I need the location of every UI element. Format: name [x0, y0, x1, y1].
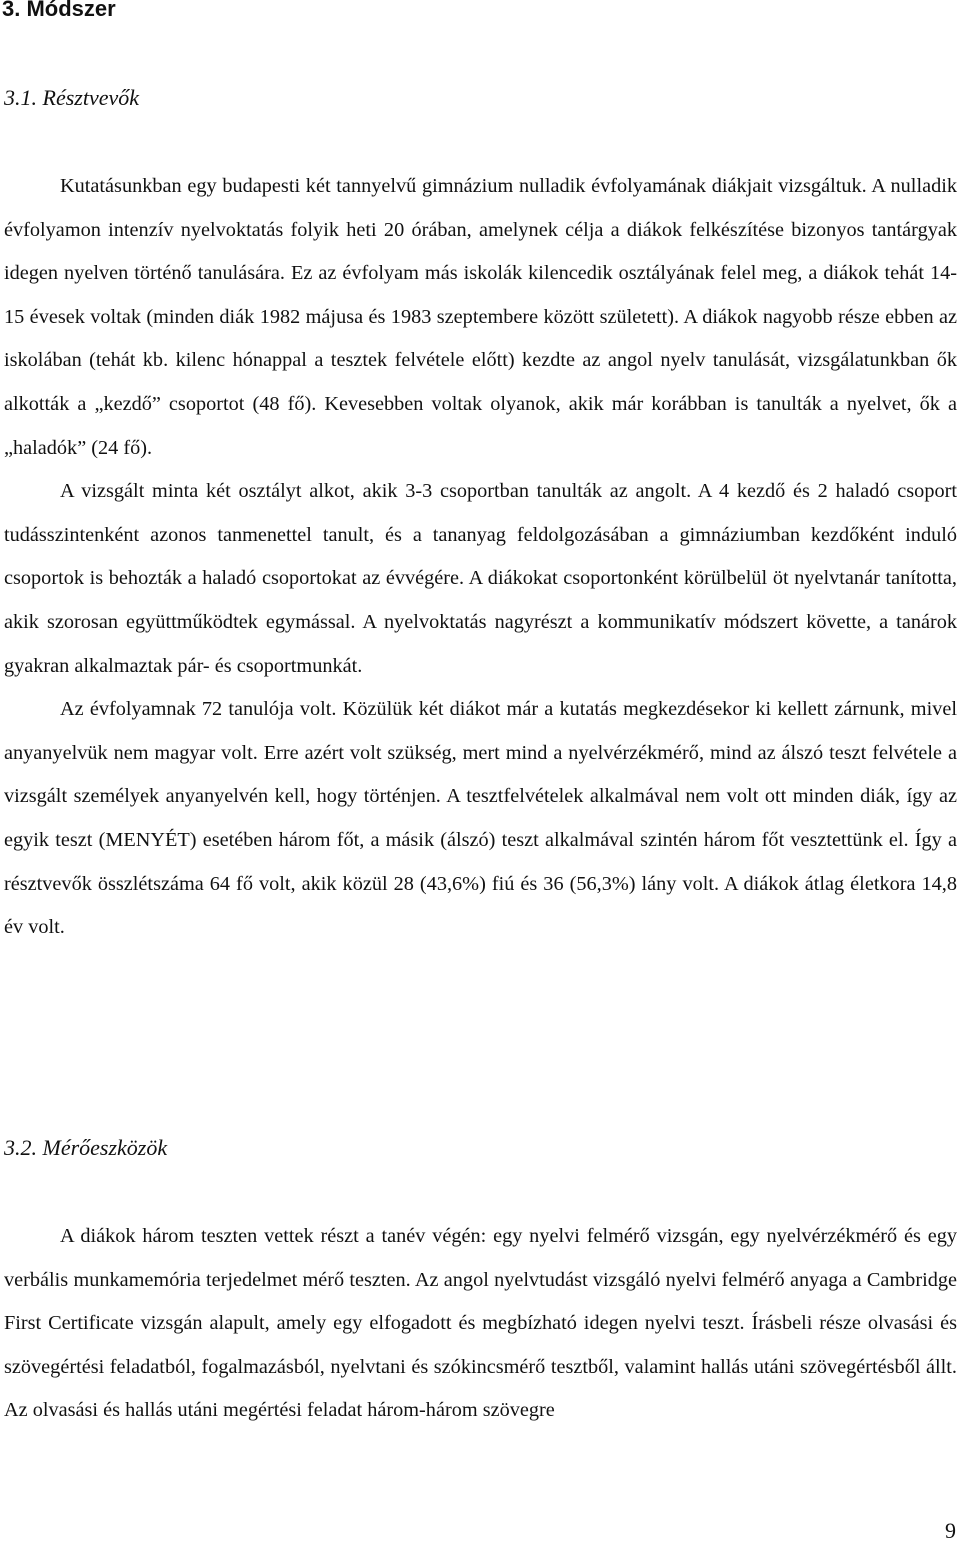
section-heading: 3. Módszer: [2, 0, 116, 21]
paragraph: A vizsgált minta két osztályt alkot, akik 3-3 csoportban tanulták az angolt. A 4 kezdő és 2 haladó csoport tudásszintenként azonos tanmenettel tanult, és a tananyag feldolgozásában a gimnáziumban kezdőként induló csoportok is behozták a haladó csoportokat az évvégére. A diákokat csoportonként körülbelül öt nyelvtanár tanította, akik szorosan együttműködtek egymással. A nyelvoktatás nagyrészt a kommunikatív módszert követte, a tanárok gyakran alkalmaztak pár- és csoportmunkát.: [4, 480, 957, 677]
participants-body: [4, 165, 957, 950]
subsection-title-instruments: 3.2. Mérőeszközök: [4, 1135, 168, 1160]
page-number: 9: [945, 1518, 956, 1543]
paragraph: Az évfolyamnak 72 tanulója volt. Közülük két diákot már a kutatás megkezdésekor ki kellett zárnunk, mivel anyanyelvük nem magyar volt. Erre azért volt szükség, mert mind a nyelvérzékmérő, mind az álszó teszt felvétele a vizsgált személyek anyanyelvén kell, hogy történjen. A tesztfelvételek alkalmával nem volt ott minden diák, így az egyik teszt (MENYÉT) esetében három főt, a másik (álszó) teszt alkalmával szintén három főt vesztettünk el. Így a résztvevők összlétszáma 64 fő volt, akik közül 28 (43,6%) fiú és 36 (56,3%) lány volt. A diákok átlag életkora 14,8 év volt.: [4, 698, 957, 939]
subsection-title-participants: 3.1. Résztvevők: [4, 85, 139, 110]
paragraph: A diákok három teszten vettek részt a tanév végén: egy nyelvi felmérő vizsgán, egy nyelvérzékmérő és egy verbális munkamemória terjedelmet mérő teszten. Az angol nyelvtudást vizsgáló nyelvi felmérő anyaga a Cambridge First Certificate vizsgán alapult, amely egy elfogadott és megbízható idegen nyelvi teszt. Írásbeli része olvasási és szövegértési feladatból, fogalmazásból, nyelvtani és szókincsmérő tesztből, valamint hallás utáni szövegértésből állt. Az olvasási és hallás utáni megértési feladat három-három szövegre: [4, 1225, 957, 1422]
paragraph: Kutatásunkban egy budapesti két tannyelvű gimnázium nulladik évfolyamának diákjait vizsgáltuk. A nulladik évfolyamon intenzív nyelvoktatás folyik heti 20 órában, amelynek célja a diákok felkészítése bizonyos tantárgyak idegen nyelven történő tanulására. Ez az évfolyam más iskolák kilencedik osztályának felel meg, a diákok tehát 14-15 évesek voltak (minden diák 1982 májusa és 1983 szeptembere között született). A diákok nagyobb része ebben az iskolában (tehát kb. kilenc hónappal a tesztek felvétele előtt) kezdte az angol nyelv tanulását, vizsgálatunkban ők alkották a „kezdő” csoportot (48 fő). Kevesebben voltak olyanok, akik már korábban is tanulták a nyelvet, ők a „haladók” (24 fő).: [4, 175, 957, 459]
instruments-body: [4, 1215, 957, 1433]
